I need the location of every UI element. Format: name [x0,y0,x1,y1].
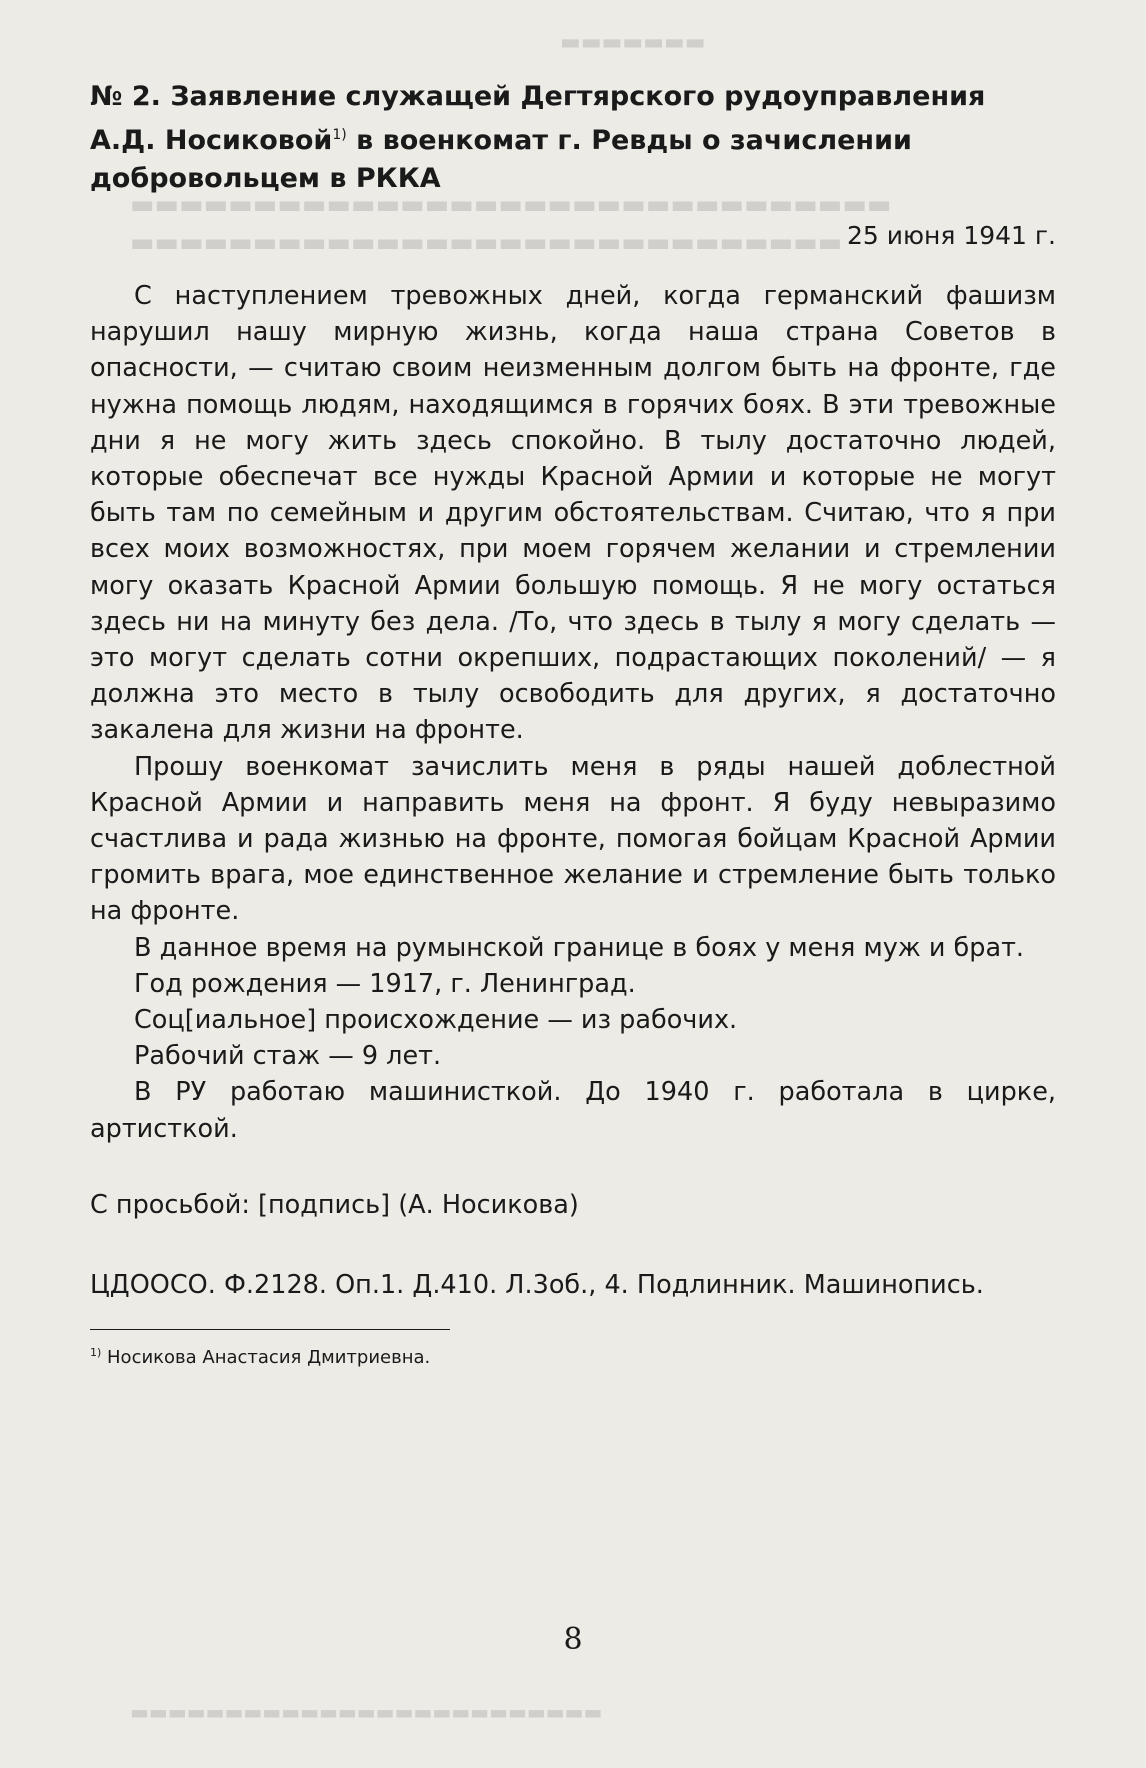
bleed-through-text: ▬▬▬▬▬▬▬▬▬▬▬▬▬▬▬▬▬▬▬▬▬▬▬▬▬▬▬▬▬ [130,228,843,258]
paragraph: В РУ работаю машинисткой. До 1940 г. работала в цирке, артисткой. [90,1077,1056,1144]
signature-line: С просьбой: [подпись] (А. Носикова) [90,1189,579,1220]
bleed-through-text: ▬▬▬▬▬▬▬ [560,30,706,55]
paragraph: В данное время на румынской границе в боях у меня муж и брат. [134,932,1025,963]
document-body [90,278,1056,1147]
paragraph: Рабочий стаж — 9 лет. [134,1041,442,1072]
footnote [90,1340,1056,1371]
title-name: А.Д. Носиковой [90,125,333,156]
bleed-through-text: ▬▬▬▬▬▬▬▬▬▬▬▬▬▬▬▬▬▬▬▬▬▬▬▬▬ [130,1700,603,1724]
title-footnote-marker: 1) [332,127,347,143]
document-date: 25 июня 1941 г. [846,221,1056,250]
paragraph: Год рождения — 1917, г. Ленинград. [134,968,636,999]
paragraph: С наступлением тревожных дней, когда германский фашизм нарушил нашу мирную жизнь, когда наша страна Советов в опасности, — считаю своим неизменным долгом быть на фронте, где нужна помощь людям, находящимся в горячих боях. В эти тревожные дни я не могу жить здесь спокойно. В тылу достаточно людей, которые обеспечат все нужды Красной Армии и которые не могут быть там по семейным и другим обстоятельствам. Считаю, что я при всех моих возможностях, при моем горячем желании и стремлении могу оказать Красной Армии большую помощь. Я не могу остаться здесь ни на минуту без дела. /То, что здесь в тылу я могу сделать — это могут сделать сотни окрепших, подрастающих поколений/ — я должна это место в тылу освободить для других, я достаточно закалена для жизни на фронте. [90,281,1056,746]
footnote-marker: 1) [90,1345,102,1359]
title-line-2: в военкомат г. Ревды о зачислении [346,125,912,156]
footnote-text: Носикова Анастасия Дмитриевна. [101,1346,431,1368]
page-number: 8 [563,1622,583,1657]
archive-source: ЦДООСО. Ф.2128. Оп.1. Д.410. Л.3об., 4. Подлинник. Машинопись. [90,1269,984,1300]
paragraph: Прошу военкомат зачислить меня в ряды нашей доблестной Красной Армии и направить меня на фронт. Я буду невыразимо счастлива и рада жизнью на фронте, помогая бойцам Красной Армии громить врага, мое единственное желание и стремление быть только на фронте. [90,751,1056,927]
footnote-divider [90,1329,450,1330]
title-line-1: № 2. Заявление служащей Дегтярского рудоуправления [90,81,986,112]
title-line-3: добровольцем в РККА [90,163,441,194]
paragraph: Соц[иальное] происхождение — из рабочих. [134,1005,738,1036]
document-page [90,78,1056,1371]
document-title [90,78,990,198]
bleed-through-text: ▬▬▬▬▬▬▬▬▬▬▬▬▬▬▬▬▬▬▬▬▬▬▬▬▬▬▬▬▬▬▬ [130,190,892,220]
